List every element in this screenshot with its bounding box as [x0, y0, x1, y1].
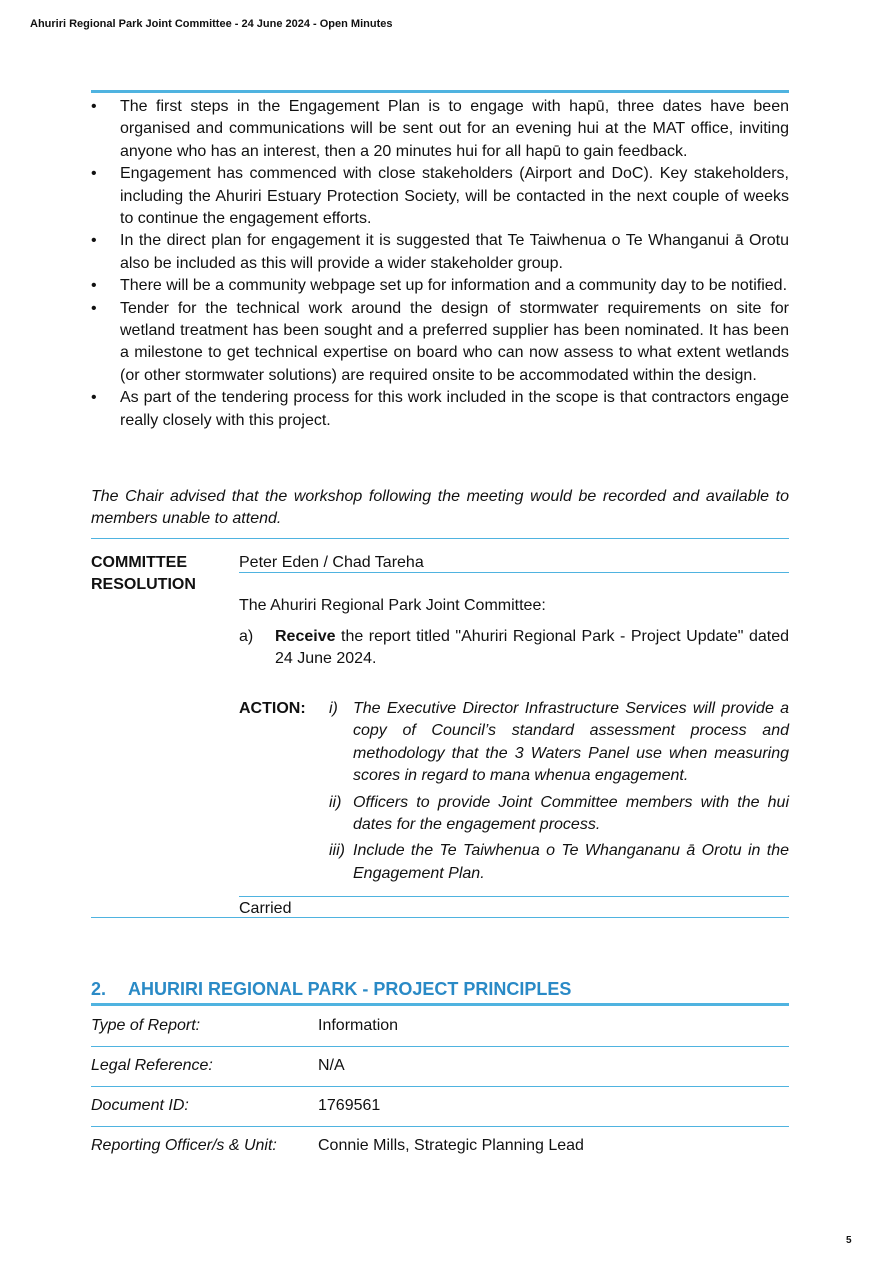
action-number: ii)	[329, 793, 342, 811]
divider	[239, 896, 789, 897]
bullet-text: There will be a community webpage set up for information and a community day to be notified.	[120, 277, 788, 295]
list-item	[91, 275, 789, 297]
item-bold-word: Receive	[275, 628, 336, 645]
divider	[91, 538, 789, 539]
list-item	[91, 387, 789, 432]
info-value: Connie Mills, Strategic Planning Lead	[318, 1137, 584, 1154]
item-marker: a)	[239, 628, 254, 645]
bullet-text: In the direct plan for engagement it is suggested that Te Taiwhenua o Te Whanganui ā Orotu also be included as this will provide a wider stakeholder group.	[120, 232, 789, 272]
info-value: N/A	[318, 1057, 345, 1074]
bullet-text: The first steps in the Engagement Plan is to engage with hapū, three dates have been organised and communications will be sent out for an evening hui at the MAT office, inviting anyone who has an interest, then a 20 minutes hui for all hapū to gain feedback.	[120, 98, 789, 160]
bullet-marker: •	[91, 232, 97, 250]
committee-line: The Ahuriri Regional Park Joint Committee:	[239, 597, 546, 614]
bullet-marker: •	[91, 389, 97, 407]
resolution-label	[91, 552, 231, 597]
action-text: Officers to provide Joint Committee members with the hui dates for the engagement process.	[353, 793, 789, 834]
info-value: Information	[318, 1017, 399, 1034]
bullet-text: As part of the tendering process for this work included in the scope is that contractors engage really closely with this project.	[120, 389, 789, 429]
action-list	[329, 698, 789, 885]
divider	[239, 572, 789, 573]
bullet-marker: •	[91, 277, 97, 295]
bullet-marker: •	[91, 98, 97, 115]
action-item	[329, 698, 789, 788]
item-body: the report titled "Ahuriri Regional Park - Project Update" dated 24 June 2024.	[275, 628, 789, 668]
list-item	[91, 96, 789, 163]
action-number: i)	[329, 700, 338, 717]
info-key: Reporting Officer/s & Unit:	[91, 1137, 277, 1154]
section-title	[91, 978, 571, 1000]
bullet-marker: •	[91, 299, 97, 317]
section-heading: AHURIRI REGIONAL PARK - PROJECT PRINCIPLES	[128, 979, 572, 999]
action-label: ACTION:	[239, 700, 306, 717]
action-text: Include the Te Taiwhenua o Te Whangananu ā Orotu in the Engagement Plan.	[353, 842, 789, 882]
divider	[91, 1046, 789, 1047]
resolution-item-a	[239, 626, 789, 671]
bullet-text: Tender for the technical work around the design of stormwater requirements on site for wetland treatment has been sought and a preferred supplier has been nominated. It has been a milestone to get technical expertise on board who can now assess to what extent wetlands (or other stormwater solutions) are required onsite to be accommodated within the design.	[120, 299, 789, 384]
page-number: 5	[846, 1235, 852, 1246]
resolution-label-line: COMMITTEE	[91, 554, 187, 571]
list-item	[91, 230, 789, 275]
info-key: Legal Reference:	[91, 1057, 213, 1074]
section-number: 2.	[91, 979, 107, 999]
list-item	[91, 163, 789, 230]
resolution-label-line: RESOLUTION	[91, 576, 196, 594]
divider	[91, 1126, 789, 1127]
bullet-list	[91, 96, 789, 432]
chair-note: The Chair advised that the workshop following the meeting would be recorded and available to members unable to attend.	[91, 488, 789, 528]
section-rule	[91, 1003, 789, 1006]
action-number: iii)	[329, 842, 345, 860]
carried-label: Carried	[239, 900, 292, 917]
divider	[91, 917, 789, 918]
action-item	[329, 840, 789, 885]
action-item	[329, 792, 789, 837]
top-rule	[91, 90, 789, 93]
running-header: Ahuriri Regional Park Joint Committee - 24 June 2024 - Open Minutes	[30, 18, 393, 30]
list-item	[91, 298, 789, 388]
action-text: The Executive Director Infrastructure Services will provide a copy of Council’s standard assessment process and methodology that the 3 Waters Panel use when measuring scores in regard to mana whenua engagement.	[353, 700, 789, 785]
info-key: Type of Report:	[91, 1017, 201, 1034]
info-key: Document ID:	[91, 1097, 189, 1114]
divider	[91, 1086, 789, 1087]
movers: Peter Eden / Chad Tareha	[239, 554, 424, 571]
info-value: 1769561	[318, 1097, 381, 1114]
bullet-text: Engagement has commenced with close stakeholders (Airport and DoC). Key stakeholders, including the Ahuriri Estuary Protection Society, will be contacted in the next couple of weeks to continue the engagement efforts.	[120, 165, 789, 228]
item-text	[275, 626, 789, 671]
bullet-marker: •	[91, 165, 97, 183]
